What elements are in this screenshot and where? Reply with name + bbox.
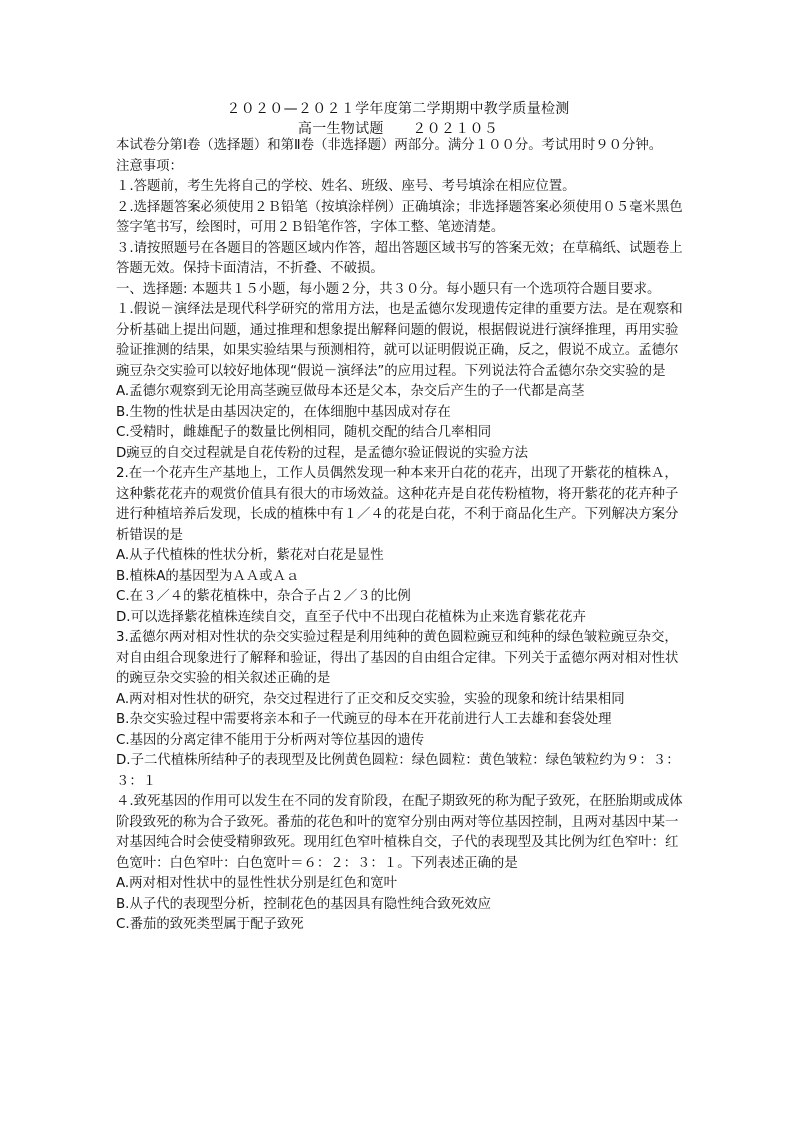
section-heading: 一、选择题: 本题共１５小题，每小题２分，共３０分。每小题只有一个选项符合题目要求。 (116, 281, 661, 297)
notes-heading: 注意事项： (116, 158, 183, 174)
question-option: B.杂交实验过程中需要将亲本和子一代豌豆的母本在开花前进行人工去雄和套袋处理 (116, 712, 612, 727)
question-option: C.基因的分离定律不能用于分析两对等位基因的遗传 (116, 732, 425, 748)
exam-intro: 本试卷分第Ⅰ卷（选择题）和第Ⅱ卷（非选择题）两部分。满分１００分。考试用时９０分钟。 (116, 138, 663, 153)
question-stem: 3.孟德尔两对相对性状的杂交实验过程是利用纯种的黄色圆粒豌豆和纯种的绿色皱粒豌豆杂交，对自由组合现象进行了解释和验证，得出了基因的自由组合定律。下列关于孟德尔两对相对性状的豌豆杂交实验的相关叙述正确的是 (116, 630, 679, 686)
exam-title: ２０２０—２０２１学年度第二学期期中教学质量检测 (226, 101, 570, 117)
question-option: C.番茄的致死类型属于配子致死 (116, 917, 304, 932)
question-option: D豌豆的自交过程就是自花传粉的过程，是孟德尔验证假说的实验方法 (116, 445, 529, 461)
exam-content (116, 136, 684, 936)
question-option: A.两对相对性状中的显性性状分别是红色和宽叶 (116, 876, 397, 891)
question-option: A.两对相对性状的研究，杂交过程进行了正交和反交实验，实验的现象和统计结果相同 (116, 691, 625, 707)
question-option: B.植株A的基因型为ＡＡ或Ａａ (116, 568, 300, 584)
note-item: １.答题前，考生先将自己的学校、姓名、班级、座号、考号填涂在相应位置。 (116, 179, 576, 194)
question-stem: １.假说－演绎法是现代科学研究的常用方法，也是孟德尔发现遗传定律的重要方法。是在观察和分析基础上提出问题，通过推理和想象提出解释问题的假说，根据假说进行演绎推理，再用实验验证推测的结果，如果实验结果与预测相符，就可以证明假说正确，反之，假说不成立。孟德尔豌豆杂交实验可以较好地体现“假说－演绎法”的应用过程。下列说法符合孟德尔杂交实验的是 (116, 302, 683, 379)
question-stem: ４.致死基因的作用可以发生在不同的发育阶段，在配子期致死的称为配子致死，在胚胎期或成体阶段致死的称为合子致死。番茄的花色和叶的宽窄分别由两对等位基因控制，且两对基因中某一对基因纯合时会使受精卵致死。现用红色窄叶植株自交，子代的表现型及其比例为红色窄叶：红色宽叶：白色窄叶：白色宽叶＝６：２：３：１。下列表述正确的是 (116, 794, 683, 871)
question-option: A.从子代植株的性状分析，紫花对白花是显性 (116, 548, 384, 563)
question-option: D.子二代植株所结种子的表现型及比例黄色圆粒：绿色圆粒：黄色皱粒：绿色皱粒约为９：３：３：１ (116, 753, 680, 789)
note-item: ２.选择题答案必须使用２Ｂ铅笔（按填涂样例）正确填涂；非选择题答案必须使用０５毫米黑色签字笔书写，绘图时，可用２Ｂ铅笔作答，字体工整、笔迹清楚。 (116, 199, 683, 235)
question-stem: 2.在一个花卉生产基地上，工作人员偶然发现一种本来开白花的花卉，出现了开紫花的植株Ａ，这种紫花花卉的观赏价值具有很大的市场效益。这种花卉是自花传粉植物，将开紫花的花卉种子进行种植培养后发现，长成的植株中有１／４的花是白花，不利于商品化生产。下列解决方案分析错误的是 (116, 466, 679, 543)
question-option: D.可以选择紫花植株连续自交，直至子代中不出现白花植株为止来选育紫花花卉 (116, 609, 586, 625)
question-option: B.从子代的表现型分析，控制花色的基因具有隐性纯合致死效应 (116, 896, 491, 912)
question-option: A.孟德尔观察到无论用高茎豌豆做母本还是父本，杂交后产生的子一代都是高茎 (116, 384, 585, 399)
question-option: B.生物的性状是由基因决定的，在体细胞中基因成对存在 (116, 404, 451, 420)
note-item: ３.请按照题号在各题目的答题区域内作答，超出答题区域书写的答案无效；在草稿纸、试题卷上答题无效。保持卡面清洁，不折叠、不破损。 (116, 240, 683, 276)
question-option: C.在３／４的紫花植株中，杂合子占２／３的比例 (116, 589, 411, 604)
question-option: C.受精时，雌雄配子的数量比例相同，随机交配的结合几率相同 (116, 425, 492, 440)
exam-subtitle: 高一生物试题 ２０２１０５ (297, 121, 499, 137)
